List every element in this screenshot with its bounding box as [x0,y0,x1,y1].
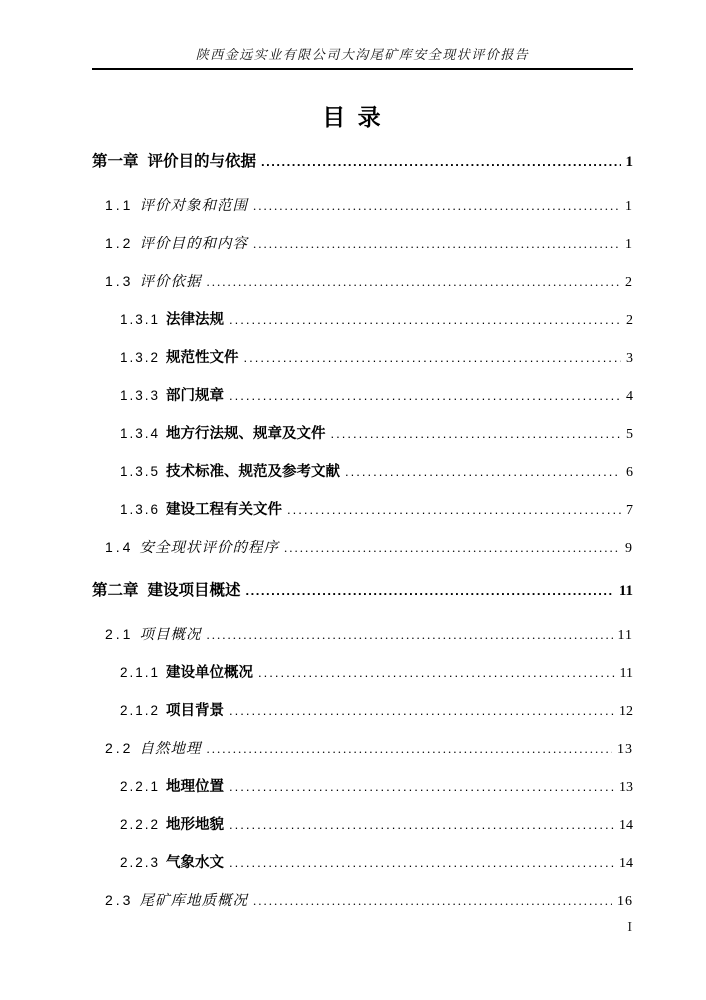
toc-entry [92,263,633,301]
toc-entry-number: 1.4 [105,539,134,555]
dot-leader [229,806,614,843]
toc-entry-page: 7 [626,503,633,518]
toc-entry [92,339,633,377]
dot-leader [229,692,614,729]
dot-leader [229,768,614,805]
toc-entry-number: 1.3.4 [120,426,161,441]
toc-entry [92,187,633,225]
toc-entry-title: 建设单位概况 [166,665,254,681]
footer-page-number: I [627,920,632,935]
toc-entry-page: 1 [625,237,633,252]
dot-leader [206,616,612,653]
toc-entry-title: 建设工程有关文件 [166,502,283,518]
toc-entry-title: 评价目的与依据 [147,153,257,170]
toc-entry [92,844,633,882]
toc-entry-title: 评价目的和内容 [139,236,248,252]
toc-entry [92,225,633,263]
toc-entry [92,692,633,730]
dot-leader [253,225,620,262]
toc-entry-title: 地形地貌 [166,817,225,833]
toc-entry-title: 尾矿库地质概况 [139,893,248,909]
toc-entry-number: 1.2 [105,235,134,251]
toc-entry-page: 5 [626,427,633,442]
toc-entry-number: 第一章 [92,153,139,170]
toc-entry [92,415,633,453]
toc-entry-number: 2.2.2 [120,817,161,832]
toc-entry-title: 地方行法规、规章及文件 [166,426,326,442]
toc-entry-page: 12 [619,704,633,719]
page-header [92,0,633,70]
toc-entry-number: 1.3.6 [120,502,161,517]
toc-entry-title: 安全现状评价的程序 [139,540,279,556]
dot-leader [229,844,614,881]
toc-entry [92,143,633,181]
dot-leader [206,263,620,300]
toc-entry-number: 1.3.3 [120,388,161,403]
toc-entry-page: 11 [619,666,633,681]
dot-leader [331,415,621,452]
toc-entry-number: 2.1.2 [120,703,161,718]
toc-entry-page: 1 [625,199,633,214]
dot-leader [229,301,621,338]
toc-entry [92,301,633,339]
toc-entry-title: 部门规章 [166,388,225,404]
toc-entry-number: 1.3.2 [120,350,161,365]
running-header-text: 陕西金远实业有限公司大沟尾矿库安全现状评价报告 [195,47,530,62]
toc-entry-title: 地理位置 [166,779,225,795]
toc-entry [92,491,633,529]
dot-leader [246,572,614,609]
toc-entry [92,730,633,768]
toc-entry-number: 1.3 [105,273,134,289]
toc-entry-number: 2.1 [105,626,134,642]
toc-entry-title: 评价依据 [139,274,202,290]
toc-entry [92,572,633,610]
toc-entry-page: 13 [619,780,633,795]
dot-leader [287,491,621,528]
toc-entry-number: 2.1.1 [120,665,161,680]
toc-entry-title: 自然地理 [139,741,202,757]
dot-leader [261,143,620,180]
toc-entry-page: 2 [626,313,633,328]
toc-entry-number: 2.2.1 [120,779,161,794]
toc-entry-page: 2 [625,275,633,290]
toc-entry-title: 评价对象和范围 [139,198,248,214]
toc-entry [92,768,633,806]
dot-leader [229,377,621,414]
toc-entry-number: 1.1 [105,197,134,213]
toc-entry-number: 1.3.5 [120,464,161,479]
toc-entry-page: 14 [619,856,633,871]
dot-leader [253,882,612,919]
toc-entry-number: 1.3.1 [120,312,161,327]
toc-entry-number: 2.2 [105,740,134,756]
toc-entry-title: 气象水文 [166,855,225,871]
toc-entry-number: 2.2.3 [120,855,161,870]
toc-entry [92,377,633,415]
toc-entry-page: 13 [617,742,633,757]
dot-leader [244,339,621,376]
toc-entry-page: 3 [626,351,633,366]
toc-entry-page: 16 [617,894,633,909]
toc-entry-page: 6 [626,465,633,480]
toc-entry-title: 法律法规 [166,312,225,328]
toc-entry-page: 4 [626,389,633,404]
toc-entry [92,882,633,920]
dot-leader [345,453,621,490]
toc-entry [92,529,633,567]
dot-leader [253,187,620,224]
toc-entry-page: 11 [618,583,633,599]
toc-entry-page: 9 [625,541,633,556]
toc-entry-title: 项目概况 [139,627,202,643]
toc-entry-number: 第二章 [92,582,139,599]
toc-list [92,143,633,920]
toc-entry-page: 1 [625,154,633,170]
toc-entry [92,453,633,491]
toc-entry-page: 14 [619,818,633,833]
toc-entry [92,654,633,692]
dot-leader [258,654,614,691]
toc-entry [92,616,633,654]
toc-entry-title: 技术标准、规范及参考文献 [166,464,341,480]
toc-entry-title: 建设项目概述 [147,582,241,599]
toc-entry-page: 11 [617,628,633,643]
dot-leader [206,730,612,767]
dot-leader [284,529,620,566]
toc-entry-title: 项目背景 [166,703,225,719]
toc-entry [92,806,633,844]
toc-entry-title: 规范性文件 [166,350,239,366]
toc-title: 目 录 [322,104,384,130]
toc-entry-number: 2.3 [105,892,134,908]
